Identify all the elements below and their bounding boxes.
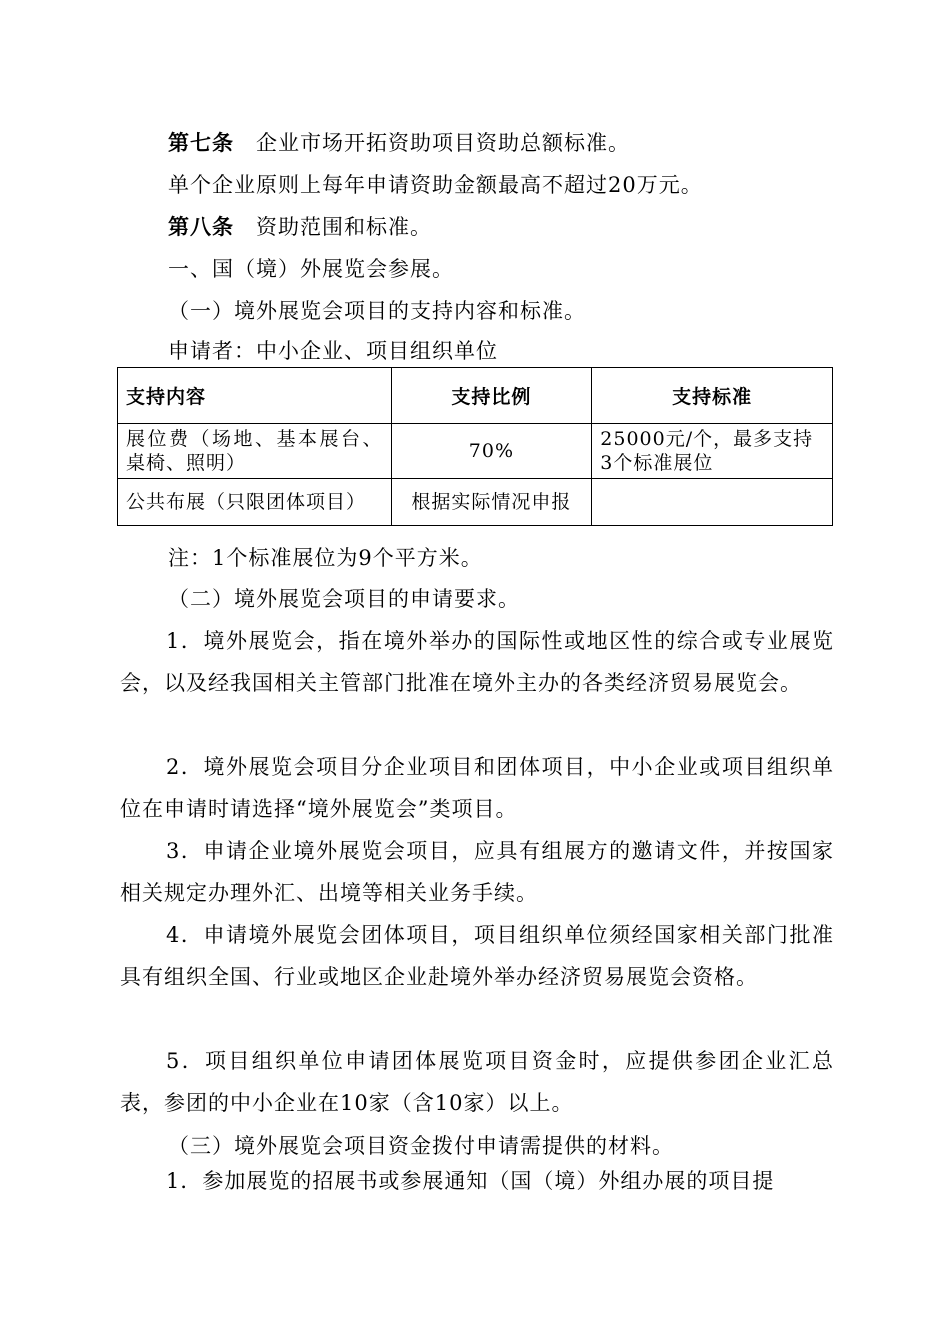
article-8-text: 资助范围和标准。 bbox=[256, 215, 432, 239]
table-row bbox=[118, 424, 833, 479]
subsection-heading-3: （三）境外展览会项目资金拨付申请需提供的材料。 bbox=[168, 1134, 674, 1158]
table-header: 支持标准 bbox=[592, 368, 833, 424]
article-8-label: 第八条 bbox=[168, 214, 234, 239]
table-cell: 70% bbox=[391, 424, 592, 479]
article-8 bbox=[168, 212, 432, 242]
article-7-text: 企业市场开拓资助项目资助总额标准。 bbox=[256, 131, 630, 155]
table-cell: 展位费（场地、基本展台、桌椅、照明） bbox=[118, 424, 392, 479]
table-header-row bbox=[118, 368, 833, 424]
table-cell: 25000元/个，最多支持3个标准展位 bbox=[592, 424, 833, 479]
table-row bbox=[118, 479, 833, 526]
requirement-item: 4．申请境外展览会团体项目，项目组织单位须经国家相关部门批准具有组织全国、行业或地区企业赴境外举办经济贸易展览会资格。 bbox=[120, 923, 834, 989]
requirement-item: 5．项目组织单位申请团体展览项目资金时，应提供参团企业汇总表，参团的中小企业在10家（含10家）以上。 bbox=[120, 1049, 834, 1115]
article-7-label: 第七条 bbox=[168, 130, 234, 155]
requirement-item: 1．境外展览会，指在境外举办的国际性或地区性的综合或专业展览会，以及经我国相关主管部门批准在境外主办的各类经济贸易展览会。 bbox=[120, 629, 834, 695]
requirement-item: 2．境外展览会项目分企业项目和团体项目，中小企业或项目组织单位在申请时请选择“境外展览会”类项目。 bbox=[120, 755, 834, 821]
table-cell bbox=[592, 479, 833, 526]
table-header: 支持内容 bbox=[118, 368, 392, 424]
subsection-heading-1: （一）境外展览会项目的支持内容和标准。 bbox=[168, 299, 586, 323]
table-header: 支持比例 bbox=[391, 368, 592, 424]
article-7-detail: 单个企业原则上每年申请资助金额最高不超过20万元。 bbox=[168, 173, 703, 197]
material-item: 1．参加展览的招展书或参展通知（国（境）外组办展的项目提 bbox=[166, 1169, 775, 1193]
table-note: 注：1个标准展位为9个平方米。 bbox=[168, 546, 483, 570]
section-heading-1: 一、国（境）外展览会参展。 bbox=[168, 257, 454, 281]
article-7 bbox=[168, 128, 630, 158]
table-cell: 根据实际情况申报 bbox=[391, 479, 592, 526]
applicant-line: 申请者：中小企业、项目组织单位 bbox=[168, 339, 498, 363]
table-cell: 公共布展（只限团体项目） bbox=[118, 479, 392, 526]
subsection-heading-2: （二）境外展览会项目的申请要求。 bbox=[168, 587, 520, 611]
support-table bbox=[117, 367, 833, 526]
requirement-item: 3．申请企业境外展览会项目，应具有组展方的邀请文件，并按国家相关规定办理外汇、出境等相关业务手续。 bbox=[120, 839, 834, 905]
